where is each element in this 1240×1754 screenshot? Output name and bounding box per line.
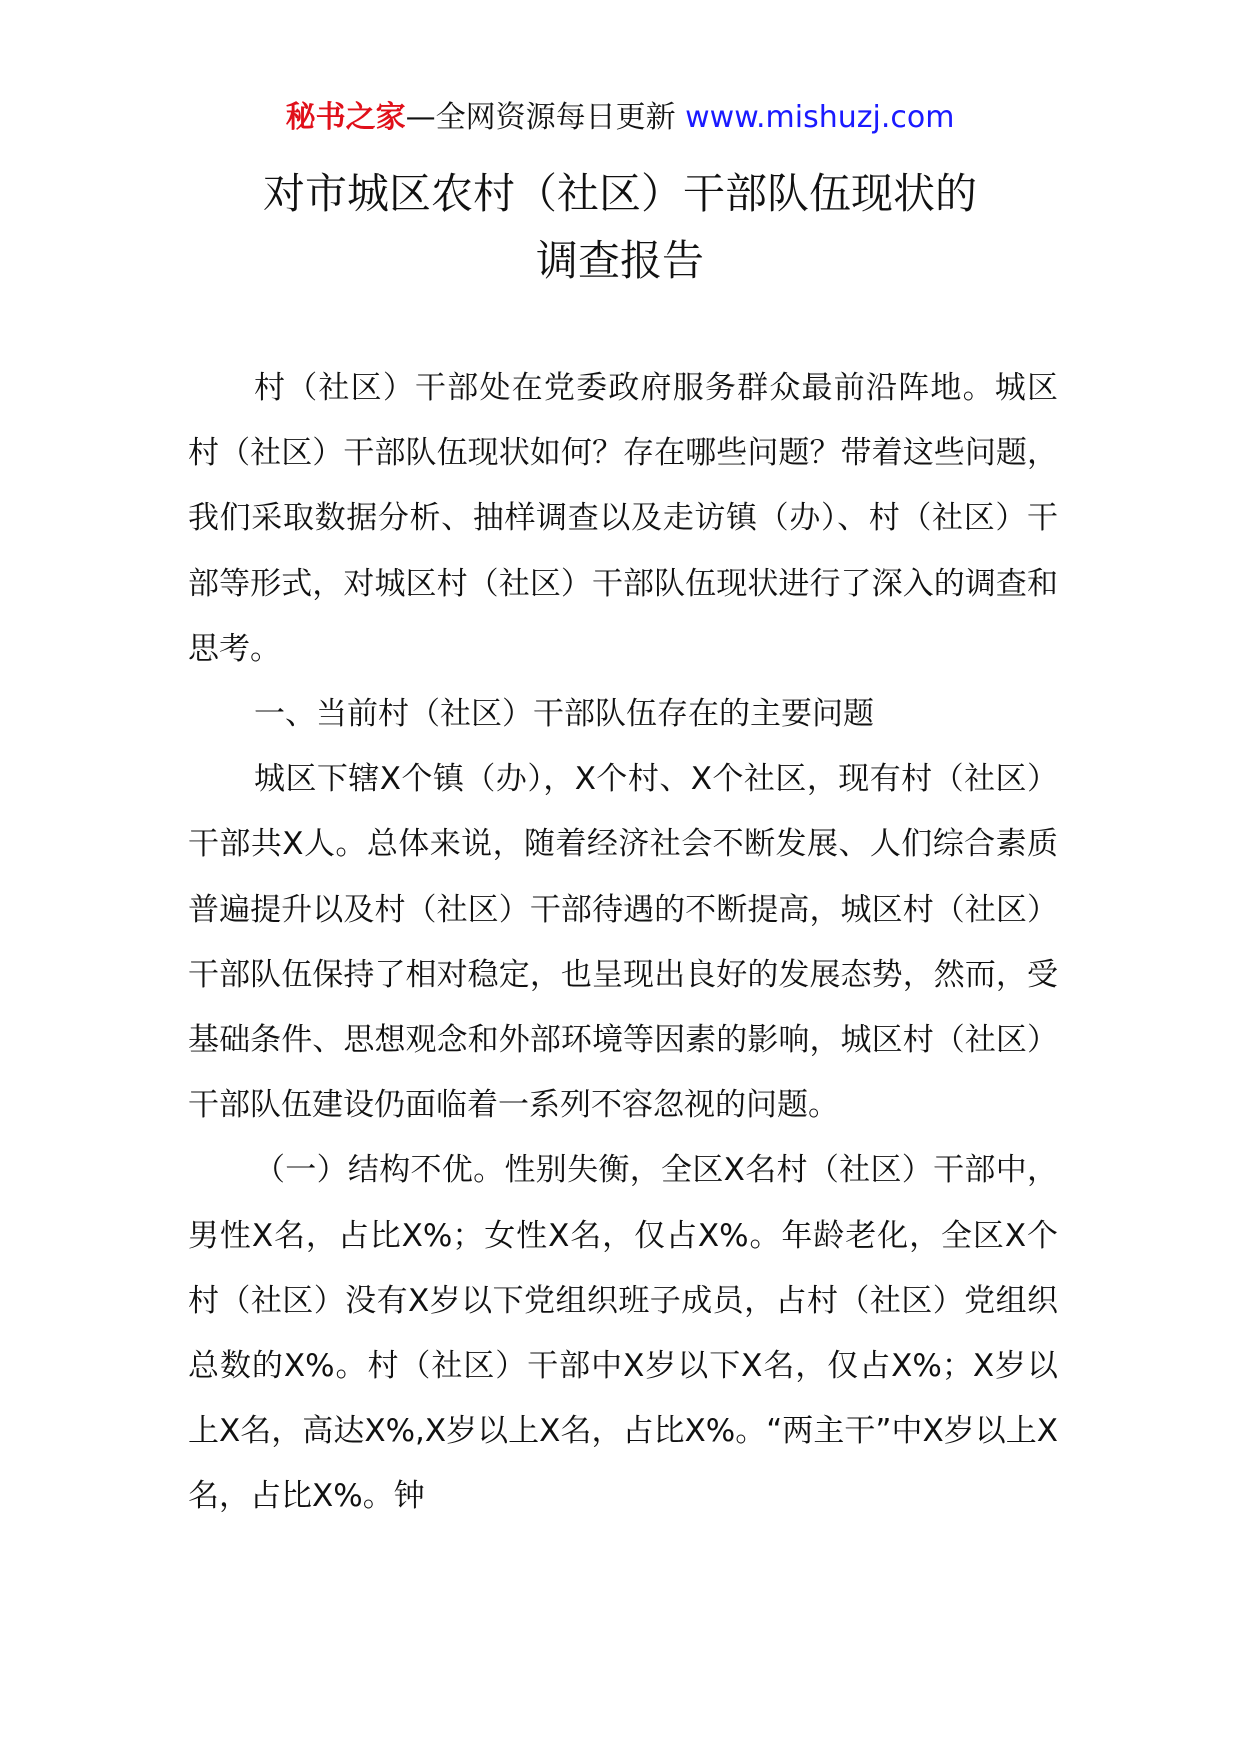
document-title-line-2: 调查报告: [535, 236, 704, 285]
document-body: [188, 356, 1058, 1530]
site-url-link[interactable]: www.mishuzj.com: [685, 100, 955, 135]
structure-paragraph: （一）结构不优。性别失衡，全区X名村（社区）干部中，男性X名，占比X%；女性X名，仅占X%。年龄老化，全区X个村（社区）没有X岁以下党组织班子成员，占村（社区）党组织总数的X%。村（社区）干部中X岁以下X名，仅占X%；X岁以上X名，高达X%,X岁以上X名，占比X%。“两主干”中X岁以上X名，占比X%。钟: [188, 1152, 1058, 1515]
section-heading-1: 一、当前村（社区）干部队伍存在的主要问题: [254, 696, 874, 733]
site-banner: [0, 98, 1240, 138]
intro-paragraph: 村（社区）干部处在党委政府服务群众最前沿阵地。城区村（社区）干部队伍现状如何？存在哪些问题？带着这些问题，我们采取数据分析、抽样调查以及走访镇（办）、村（社区）干部等形式，对城区村（社区）干部队伍现状进行了深入的调查和思考。: [188, 370, 1058, 667]
brand-name: 秘书之家: [285, 100, 406, 135]
banner-tagline: —全网资源每日更新: [405, 100, 686, 135]
overview-paragraph: 城区下辖X个镇（办），X个村、X个社区，现有村（社区）干部共X人。总体来说，随着经济社会不断发展、人们综合素质普遍提升以及村（社区）干部待遇的不断提高，城区村（社区）干部队伍保持了相对稳定，也呈现出良好的发展态势，然而，受基础条件、思想观念和外部环境等因素的影响，城区村（社区）干部队伍建设仍面临着一系列不容忽视的问题。: [188, 761, 1058, 1124]
document-title-line-1: 对市城区农村（社区）干部队伍现状的: [262, 169, 977, 218]
